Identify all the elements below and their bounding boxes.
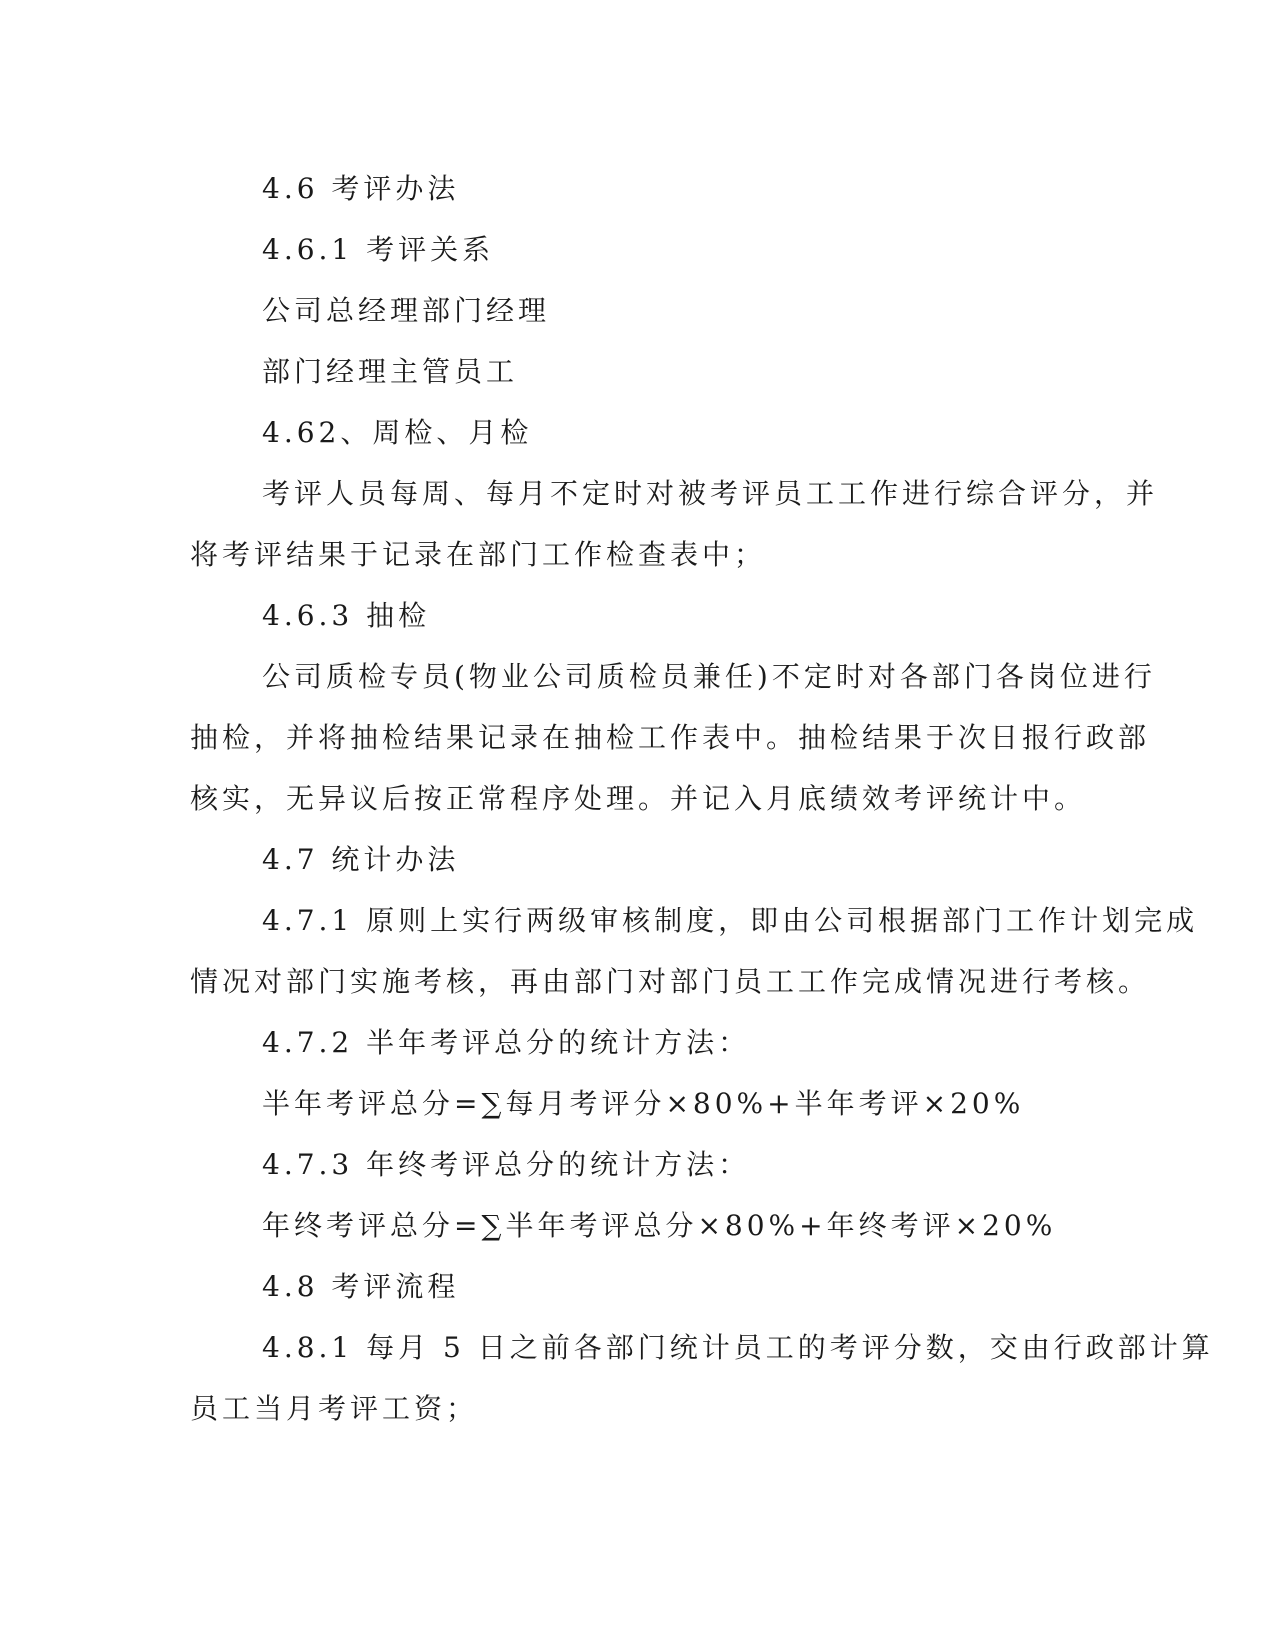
heading-4-7-3: 4.7.3 年终考评总分的统计方法： [262,1148,751,1181]
heading-4-6-3: 4.6.3 抽检 [262,599,431,632]
text-line: 公司总经理部门经理 [262,294,551,327]
paragraph-line: 将考评结果于记录在部门工作检查表中； [190,538,767,571]
paragraph-line: 考评人员每周、每月不定时对被考评员工工作进行综合评分，并 [262,477,1159,510]
formula-line: 年终考评总分=∑半年考评总分×80%+年终考评×20% [262,1209,1057,1242]
document-body [190,158,1214,1439]
heading-4-8: 4.8 考评流程 [262,1270,460,1303]
paragraph-line: 核实，无异议后按正常程序处理。并记入月底绩效考评统计中。 [190,782,1087,815]
heading-4-7: 4.7 统计办法 [262,843,460,876]
text-line: 部门经理主管员工 [262,355,519,388]
heading-4-7-2: 4.7.2 半年考评总分的统计方法： [262,1026,751,1059]
paragraph-line: 4.7.1 原则上实行两级审核制度，即由公司根据部门工作计划完成 [262,904,1199,937]
heading-4-6-2: 4.62、周检、月检 [262,416,533,449]
heading-4-6: 4.6 考评办法 [262,172,460,205]
paragraph-line: 公司质检专员(物业公司质检员兼任)不定时对各部门各岗位进行 [262,660,1156,693]
paragraph-line: 员工当月考评工资； [190,1392,479,1425]
paragraph-line: 情况对部门实施考核，再由部门对部门员工工作完成情况进行考核。 [190,965,1151,998]
paragraph-line: 抽检，并将抽检结果记录在抽检工作表中。抽检结果于次日报行政部 [190,721,1151,754]
heading-4-6-1: 4.6.1 考评关系 [262,233,495,266]
formula-line: 半年考评总分=∑每月考评分×80%+半年考评×20% [262,1087,1025,1120]
paragraph-line: 4.8.1 每月 5 日之前各部门统计员工的考评分数，交由行政部计算 [262,1331,1214,1364]
